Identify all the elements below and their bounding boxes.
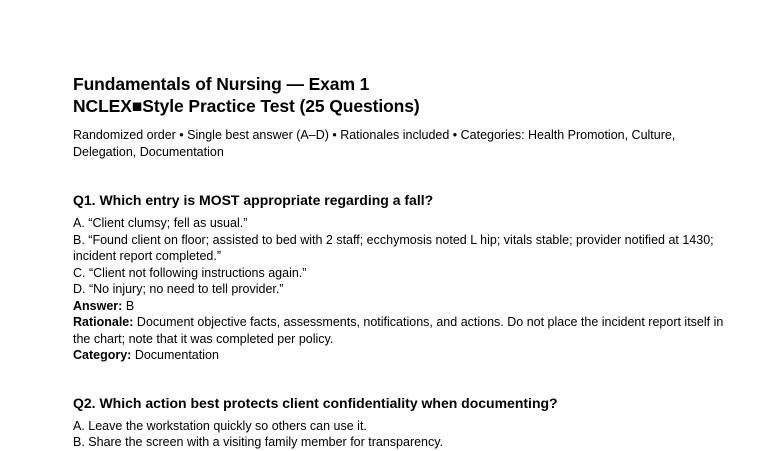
rationale-label: Rationale: bbox=[73, 315, 134, 329]
answer-label: Answer: bbox=[73, 298, 123, 313]
question-title: Q2. Which action best protects client confidentiality when documenting? bbox=[73, 394, 558, 411]
question-2 bbox=[73, 394, 733, 451]
option-b: B. “Found client on floor; assisted to bed with 2 staff; ecchymosis noted L hip; vitals stable; provider notified at 1430; incident report completed.” bbox=[73, 232, 714, 263]
option-d: D. “No injury; no need to tell provider.” bbox=[73, 282, 284, 296]
option-a: A. “Client clumsy; fell as usual.” bbox=[73, 216, 248, 230]
option-a: A. Leave the workstation quickly so others can use it. bbox=[73, 418, 367, 433]
option-b: B. Share the screen with a visiting family member for transparency. bbox=[73, 435, 444, 449]
rationale-line bbox=[73, 314, 733, 347]
question-title: Q1. Which entry is MOST appropriate regarding a fall? bbox=[73, 192, 434, 208]
rationale-text: Document objective facts, assessments, notifications, and actions. Do not place the incident report itself in the chart; note that it was completed per policy. bbox=[73, 315, 724, 346]
category-line bbox=[73, 347, 733, 364]
answer-value: B bbox=[125, 298, 135, 313]
answer-line bbox=[73, 298, 733, 315]
category-value: Documentation bbox=[134, 348, 219, 362]
option-c: C. “Client not following instructions again.” bbox=[73, 265, 307, 280]
question-1 bbox=[73, 191, 733, 364]
title-line-2: NCLEX■Style Practice Test (25 Questions) bbox=[73, 96, 420, 116]
category-label: Category: bbox=[73, 348, 132, 362]
document-content bbox=[73, 73, 733, 451]
title-line-1: Fundamentals of Nursing — Exam 1 bbox=[73, 74, 370, 94]
exam-meta: Randomized order • Single best answer (A–D) • Rationales included • Categories: Health Promotion, Culture, Delegation, Documentation bbox=[73, 128, 676, 159]
